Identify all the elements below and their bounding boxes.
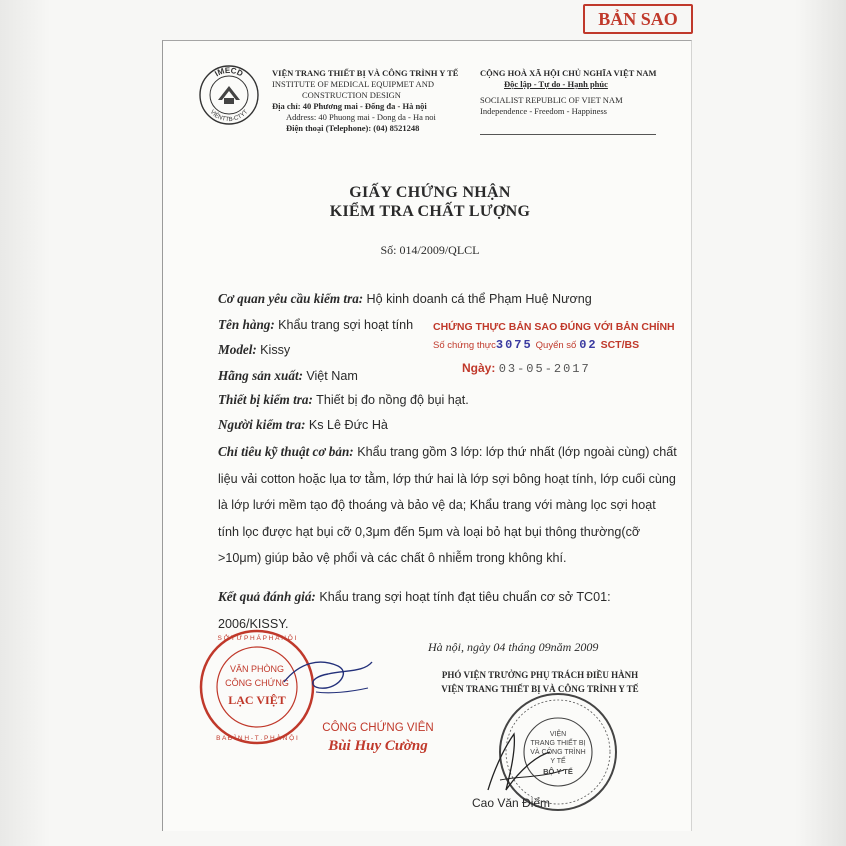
maker-label: Hãng sản xuất: [218,368,304,383]
device-row [218,388,469,412]
device-value: Thiết bị đo nồng độ bụi hạt. [316,393,469,407]
certification-number: 3075 [495,338,533,352]
product-label: Tên hàng: [218,317,275,332]
republic-header [480,68,680,117]
notary-signature [280,652,376,700]
device-label: Thiết bị kiểm tra: [218,392,313,407]
document-title-1: GIẤY CHỨNG NHẬN [349,184,511,201]
notary-seal-line1: VĂN PHÒNG [229,664,285,674]
republic-motto-vn: Độc lập - Tự do - Hạnh phúc [504,79,608,89]
agency-row [218,287,592,311]
notary-seal-line3: LẠC VIỆT [228,693,286,707]
maker-row [218,364,358,388]
institute-seal-line5: BỘ Y TẾ [543,767,573,776]
certification-line1: CHỨNG THỰC BẢN SAO ĐÚNG VỚI BẢN CHÍNH [433,321,675,333]
issuer-name-en-1: INSTITUTE OF MEDICAL EQUIPMET AND [272,79,434,89]
copy-stamp: BẢN SAO [583,4,693,34]
logo-bottom-text: VIỆNTTB-CTYT [208,109,250,124]
republic-name-vn: CỘNG HOÀ XÃ HỘI CHỦ NGHĨA VIỆT NAM [480,68,657,78]
notary-seal-line2: CÔNG CHỨNG [225,678,289,688]
product-value: Khẩu trang sợi hoạt tính [278,318,414,332]
spec-value: Khẩu trang gồm 3 lớp: lớp thứ nhất (lớp ngoài cùng) chất liệu vải cotton hoặc lụa tơ tằm, lớp thứ hai là lớp sợi bông hoạt tính, lớp cuối cùng là lớp lưới mềm tạo độ thoáng và bảo vệ da; Khẩu trang với màng lọc sợi hoạt tính lọc được hạt bụi cỡ 0,3μm đến 5μm và loại bỏ hạt bụi thông thường(cỡ >10μm) giúp bảo vệ phổi và các chất ô nhiễm trong không khí. [218,445,677,565]
issuer-name-vn: VIỆN TRANG THIẾT BỊ VÀ CÔNG TRÌNH Y TẾ [272,68,459,78]
model-value: Kissy [260,343,291,357]
model-row [218,338,290,362]
issuer-phone: Điện thoại (Telephone): (04) 8521248 [286,123,420,133]
document-number: Số: 014/2009/QLCL [380,243,480,257]
inspector-label: Người kiểm tra: [218,417,306,432]
issuer-name-en-2: CONSTRUCTION DESIGN [302,90,401,100]
issuer-header [272,68,472,134]
signer-title-2: VIỆN TRANG THIẾT BỊ VÀ CÔNG TRÌNH Y TẾ [441,684,639,694]
issuer-address-vn: Địa chỉ: 40 Phương mai - Đống đa - Hà nội [272,101,427,111]
institute-seal-line2: TRANG THIẾT BỊ [530,740,586,747]
maker-value: Việt Nam [306,369,358,383]
issuer-address-en: Address: 40 Phuong mai - Dong da - Ha noi [286,112,436,122]
republic-name-en: SOCIALIST REPUBLIC OF VIET NAM [480,95,623,105]
certification-suffix: SCT/BS [600,339,640,351]
certification-date-value: 03-05-2017 [498,362,591,376]
signing-date: Hà nội, ngày 04 tháng 09năm 2009 [428,640,599,654]
certification-book-label: Quyển số [535,340,577,351]
inspector-row [218,413,388,437]
agency-value: Hộ kinh doanh cá thể Phạm Huệ Nương [366,292,592,306]
certification-stamp [433,318,675,355]
certification-date-row [462,361,591,376]
institute-seal-line4: Y TẾ [550,758,566,765]
product-row [218,313,413,337]
spec-paragraph [218,439,680,572]
logo-top-text: IMECD [213,65,245,79]
institute-seal-line3: VÀ CÔNG TRÌNH [530,749,586,756]
certification-date-label: Ngày: [462,361,496,375]
result-label: Kết quả đánh giá: [218,589,316,604]
result-value: Khẩu trang sợi hoạt tính đạt tiêu chuẩn cơ sở TC01: 2006/KISSY. [218,590,611,631]
certification-book-number: 02 [579,338,598,352]
header-divider-line [480,134,656,135]
agency-label: Cơ quan yêu cầu kiểm tra: [218,291,364,306]
notary-seal-rim-bottom: B A Đ Ì N H - T . P H À N Ộ I [216,735,298,742]
model-label: Model: [218,342,257,357]
signer-name: Cao Văn Điểm [472,796,551,810]
notary-title: CÔNG CHỨNG VIÊN [322,722,434,734]
inspector-value: Ks Lê Đức Hà [308,418,388,432]
notary-seal-rim-top: S Ở T Ư P H Á P H À N Ộ I [217,635,297,642]
signer-title-1: PHÓ VIỆN TRƯỞNG PHỤ TRÁCH ĐIỀU HÀNH [441,670,639,680]
document-title-2: KIỂM TRA CHẤT LƯỢNG [329,203,531,220]
institute-logo [198,64,260,126]
director-signature [480,730,570,796]
certification-number-label: Số chứng thực [433,340,496,351]
spec-label: Chỉ tiêu kỹ thuật cơ bản: [218,444,354,459]
notary-name: Bùi Huy Cường [328,738,428,754]
institute-seal-line1: VIỆN [549,731,567,738]
republic-motto-en: Independence - Freedom - Happiness [480,106,607,116]
